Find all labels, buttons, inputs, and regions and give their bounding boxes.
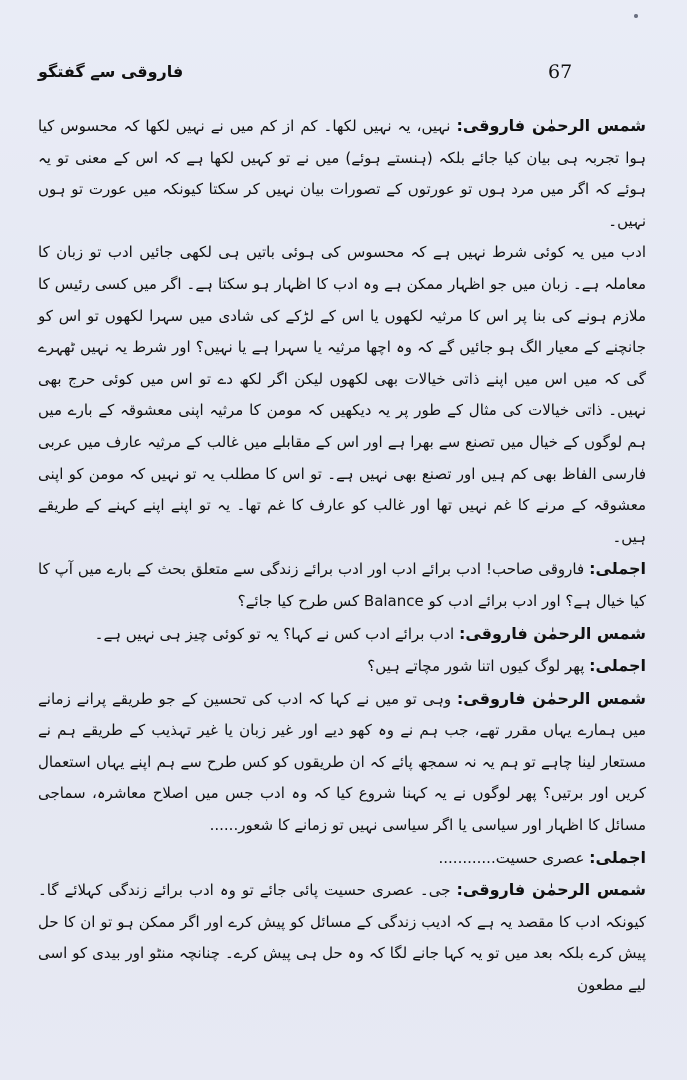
paragraph-faruqi-4 — [38, 683, 646, 842]
page-body — [38, 110, 646, 1002]
paragraph-text: ادب میں یہ کوئی شرط نہیں ہے کہ محسوس کی ہوئی باتیں ہی لکھی جائیں ادب تو زبان کا معاملہ ہے۔ زبان میں جو اظہار ممکن ہے وہ ادب کا اظہار ہو سکتا ہے۔ اگر میں کسی رئیس کا ملازم ہونے کی بنا پر اس کا مرثیہ لکھوں یا اس کے لڑکے کی شادی میں سہرا لکھوں تو اس کو جانچنے کے معیار الگ ہو جائیں گے کہ وہ اچھا مرثیہ یا سہرا ہے یا نہیں؟ اور شرط یہ نہیں ٹھہرے گی کہ میں اس میں اپنے ذاتی خیالات بھی لکھوں لیکن اگر لکھ دے تو اس میں کوئی حرج بھی نہیں۔ ذاتی خیالات کی مثال کے طور پر یہ دیکھیں کہ مومن کا مرثیہ اپنی معشوقہ کے بارے میں ہم لوگوں کے خیال میں تصنع سے بھرا ہے اور اس کے مقابلے میں غالب کے مرثیہ عارف میں عربی فارسی الفاظ بھی کم ہیں اور تصنع بھی نہیں ہے۔ تو اس کا مطلب یہ تو نہیں کہ مومن کو اپنی معشوقہ کے مرنے کا غم نہیں تھا اور غالب کو عارف کا غم تھا۔ یہ تو اپنے اپنے کہنے کے طریقے ہیں۔ — [38, 243, 646, 546]
paragraph-faruqi-2 — [38, 237, 646, 553]
paragraph-text: ادب برائے ادب کس نے کہا؟ یہ تو کوئی چیز ہی نہیں ہے۔ — [94, 624, 459, 643]
speaker-label: شمس الرحمٰن فاروقی: — [456, 688, 646, 708]
paragraph-ajmali-1 — [38, 553, 646, 617]
paragraph-ajmali-2 — [38, 650, 646, 683]
speaker-label: شمس الرحمٰن فاروقی: — [458, 623, 646, 643]
paragraph-ajmali-3 — [38, 842, 646, 875]
paragraph-text: عصری حسیت............ — [438, 848, 590, 867]
paragraph-text: پھر لوگ کیوں اتنا شور مچاتے ہیں؟ — [367, 657, 590, 676]
paragraph-text: جی۔ عصری حسیت پائی جائے تو وہ ادب برائے زندگی کہلائے گا۔ کیونکہ ادب کا مقصد یہ ہے کہ ادیب زندگی کے مسائل کو پیش کرے اور اگر ممکن ہو تو ان کا حل پیش کرے بلکہ بعد میں تو یہ کہا جانے لگا کہ وہ حل ہی پیش کرے۔ چنانچہ منٹو اور بیدی کو اسی لیے مطعون — [38, 881, 646, 995]
paragraph-faruqi-5 — [38, 874, 646, 1001]
speaker-label: اجملی: — [589, 847, 646, 867]
speaker-label: اجملی: — [589, 656, 646, 676]
paragraph-text: نہیں، یہ نہیں لکھا۔ کم از کم میں نے نہیں لکھا کہ محسوس کیا ہوا تجربہ ہی بیان کیا جائے بلکہ (ہنستے ہوئے) میں نے تو کہیں لکھا ہے کہ اس کے معنی تو یہ ہوئے کہ اگر میں مرد ہوں تو عورتوں کے تصورات بیان نہیں کر سکتا کیونکہ میں عورت تو ہوں نہیں۔ — [38, 117, 646, 230]
speck-mark — [634, 14, 638, 18]
running-head: فاروقی سے گفتگو — [38, 62, 184, 81]
paragraph-faruqi-1 — [38, 110, 646, 237]
speaker-label: شمس الرحمٰن فاروقی: — [456, 880, 646, 900]
page-number: 67 — [548, 61, 573, 83]
speaker-label: اجملی: — [589, 559, 646, 579]
paragraph-faruqi-3 — [38, 618, 646, 651]
page-header — [38, 58, 647, 88]
paragraph-text: فاروقی صاحب! ادب برائے ادب اور ادب برائے زندگی سے متعلق بحث کے بارے میں آپ کا کیا خیال ہے؟ اور ادب برائے ادب کو Balance کس طرح کیا جائے؟ — [38, 560, 646, 610]
paragraph-text: وہی تو میں نے کہا کہ ادب کی تحسین کے جو طریقے پرانے زمانے میں ہمارے یہاں مقرر تھے، جب ہم نے وہ کھو دیے اور غیر زبان یا غیر تہذیب کے طریقے ہم نے مستعار لینا چاہے تو ہم یہ نہ سمجھ پائے کہ ان طریقوں کو کس طرح سے ہم اپنے یہاں استعمال کریں اور برتیں؟ پھر لوگوں نے یہ کہنا شروع کیا کہ وہ ادب جس میں اصلاح معاشرہ، سماجی مسائل کا اظہار اور سیاسی یا اگر سیاسی نہیں تو زمانے کا شعور...... — [38, 689, 646, 835]
speaker-label: شمس الرحمٰن فاروقی: — [456, 116, 646, 135]
